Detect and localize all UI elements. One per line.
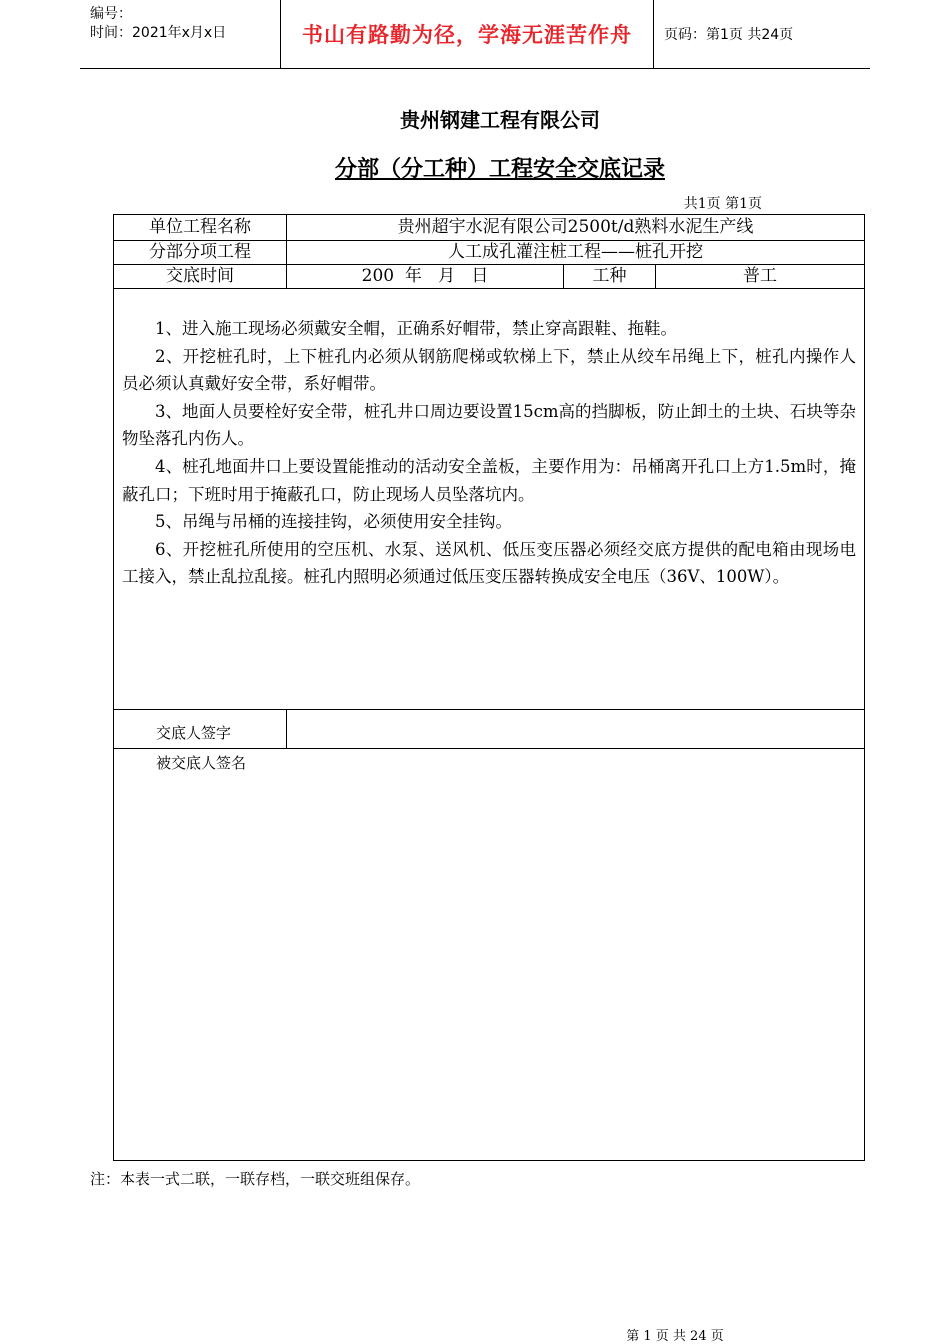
page-header [80,0,870,69]
header-motto: 书山有路勤为径，学海无涯苦作舟 [302,23,632,47]
instruction-item: 4、桩孔地面井口上要设置能推动的活动安全盖板，主要作用为：吊桶离开孔口上方1.5m时，掩蔽孔口；下班时用于掩蔽孔口，防止现场人员坠落坑内。 [122,456,856,504]
header-motto-cell [281,0,654,68]
time-value: 200 年 月 日 [361,265,489,286]
column-divider [286,709,287,748]
instruction-item: 6、开挖桩孔所使用的空压机、水泵、送风机、低压变压器必须经交底方提供的配电箱由现场电工接入，禁止乱拉乱接。桩孔内照明必须通过低压变压器转换成安全电压（36V、100W）。 [122,539,856,587]
trade-label: 工种 [592,265,627,286]
safety-instructions [122,315,856,591]
instruction-item: 5、吊绳与吊桶的连接挂钩，必须使用安全挂钩。 [155,512,512,532]
row-divider [114,748,864,749]
instruction-item: 1、进入施工现场必须戴安全帽，正确系好帽带，禁止穿高跟鞋、拖鞋。 [155,319,677,338]
trade-value: 普工 [743,265,777,286]
document-number-label: 编号： [90,6,132,22]
row-divider [114,709,864,710]
page-footer: 第 1 页 共 24 页 [626,1329,724,1344]
safety-record-table [113,214,865,1161]
sub-project-label: 分部分项工程 [149,241,251,262]
header-page-info: 页码：第1页 共24页 [664,27,794,43]
unit-project-label: 单位工程名称 [149,217,251,237]
header-meta [80,0,281,68]
page-count: 共1页 第1页 [683,196,762,212]
unit-project-value: 贵州超宇水泥有限公司2500t/d熟料水泥生产线 [397,217,754,237]
time-label: 交底时间 [166,265,234,286]
presenter-signature-label: 交底人签字 [156,724,232,742]
sub-project-value: 人工成孔灌注桩工程——桩孔开挖 [448,241,703,262]
company-name: 贵州钢建工程有限公司 [400,108,600,132]
document-title: 分部（分工种）工程安全交底记录 [334,157,665,182]
form-note: 注：本表一式二联，一联存档，一联交班组保存。 [90,1170,421,1188]
document-date: 时间：2021年x月x日 [90,25,227,41]
instruction-item: 3、地面人员要栓好安全带，桩孔井口周边要设置15cm高的挡脚板，防止卸土的土块、石块等杂物坠落孔内伤人。 [122,401,856,449]
instruction-item: 2、开挖桩孔时，上下桩孔内必须从钢筋爬梯或软梯上下，禁止从绞车吊绳上下，桩孔内操作人员必须认真戴好安全带，系好帽带。 [122,346,856,394]
row-divider [114,288,864,289]
receiver-signature-label: 被交底人签名 [156,754,247,772]
